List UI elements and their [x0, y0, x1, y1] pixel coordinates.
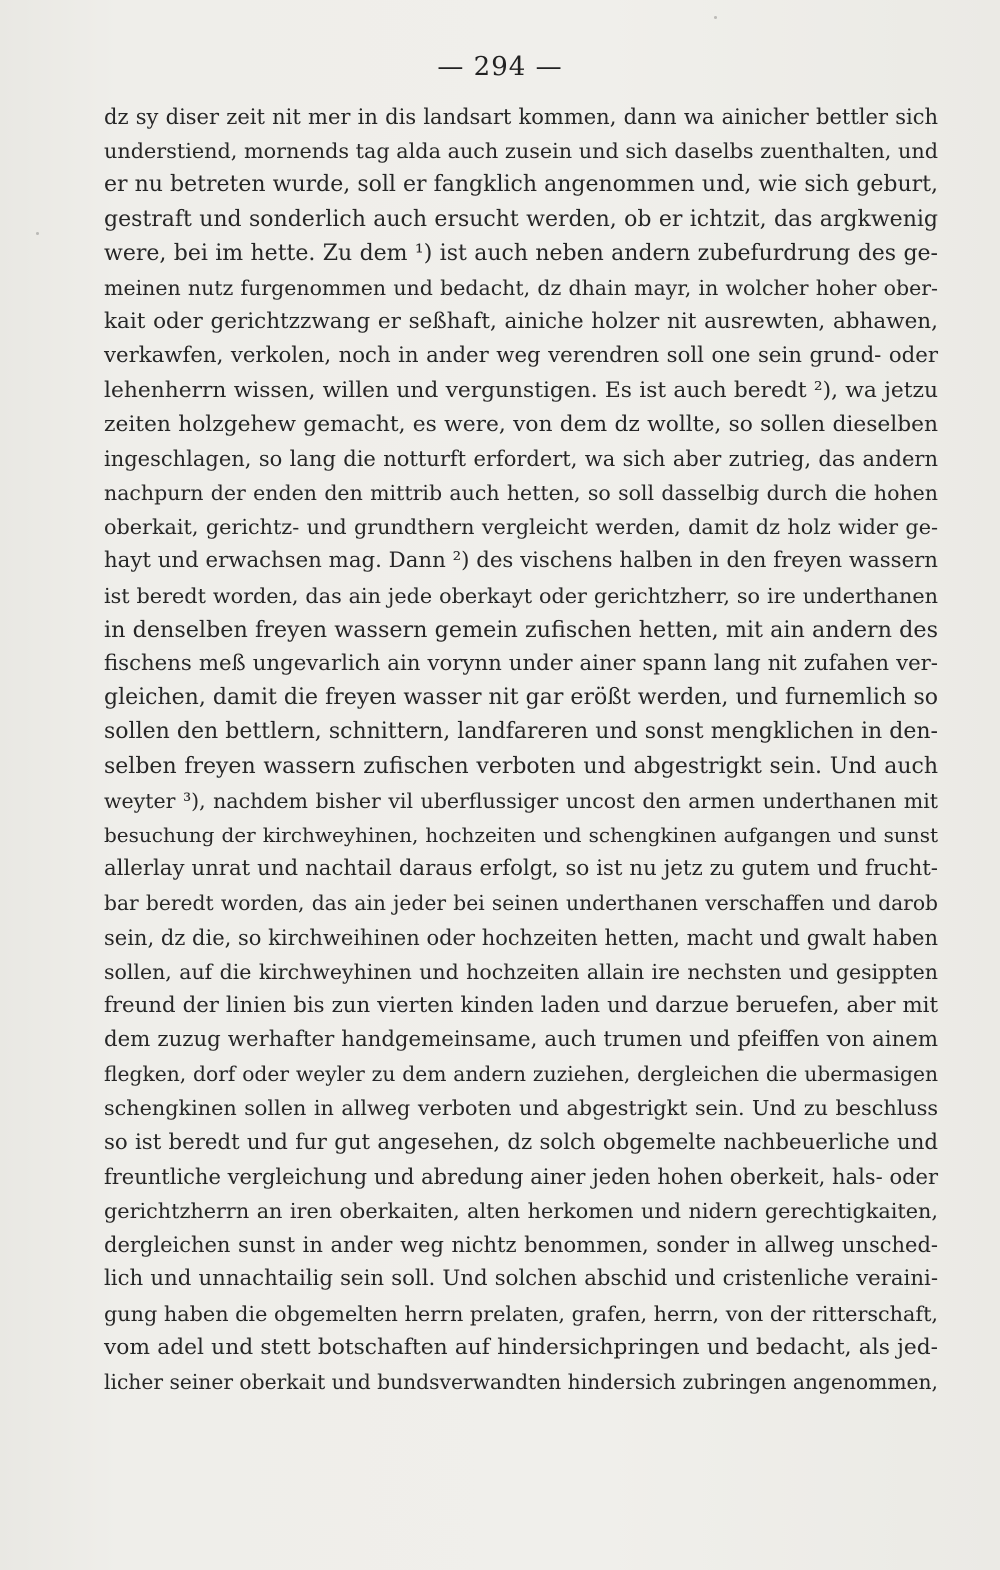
text-line: ingeschlagen, so lang die notturft erfordert, wa sich aber zutrieg, das andern	[104, 446, 938, 471]
text-line: fischens meß ungevarlich ain vorynn under ainer spann lang nit zufahen ver-	[104, 651, 938, 676]
text-line: vom adel und stett botschaften auf hindersichpringen und bedacht, als jed-	[104, 1334, 938, 1360]
text-line: verkawfen, verkolen, noch in ander weg verendren soll one sein grund- oder	[104, 343, 938, 369]
text-line: dem zuzug werhafter handgemeinsame, auch trumen und pfeiffen von ainem	[104, 1027, 938, 1053]
paper-speck	[36, 232, 39, 235]
text-line: licher seiner oberkait und bundsverwandten hindersich zubringen angenommen,	[104, 1369, 938, 1394]
text-line: meinen nutz furgenommen und bedacht, dz dhain mayr, in wolcher hoher ober-	[104, 275, 938, 300]
text-line: nachpurn der enden den mittrib auch hetten, so soll dasselbig durch die hohen	[104, 481, 938, 506]
body-text	[104, 100, 938, 1399]
text-line: understiend, mornends tag alda auch zusein und sich daselbs zuenthalten, und	[104, 139, 938, 164]
text-line: freuntliche vergleichung und abredung ainer jeden hohen oberkeit, hals- oder	[104, 1164, 938, 1189]
text-line: gleichen, damit die freyen wasser nit gar erößt werden, und furnemlich so	[104, 685, 938, 711]
paper-speck	[714, 16, 717, 19]
text-line: lehenherrn wissen, willen und vergunstigen. Es ist auch beredt ²), wa jetzu	[104, 377, 938, 403]
text-line: sollen, auf die kirchweyhinen und hochzeiten allain ire nechsten und gesippten	[104, 959, 938, 984]
text-line: in denselben freyen wassern gemein zufischen hetten, mit ain andern des	[104, 616, 938, 643]
text-line: weyter ³), nachdem bisher vil uberflussiger uncost den armen underthanen mit	[104, 788, 938, 813]
text-line: selben freyen wassern zufischen verboten und abgestrigkt sein. Und auch	[104, 753, 938, 779]
text-line: gerichtzherrn an iren oberkaiten, alten herkomen und nidern gerechtigkaiten,	[104, 1199, 938, 1223]
text-line: zeiten holzgehew gemacht, es were, von dem dz wollte, so sollen dieselben	[104, 411, 938, 437]
text-line: kait oder gerichtzzwang er seßhaft, ainiche holzer nit ausrewten, abhawen,	[104, 309, 938, 335]
text-line: schengkinen sollen in allweg verboten und abgestrigkt sein. Und zu beschluss	[104, 1096, 938, 1121]
text-line: allerlay unrat und nachtail daraus erfolgt, so ist nu jetz zu gutem und frucht-	[104, 856, 938, 882]
text-line: gestraft und sonderlich auch ersucht werden, ob er ichtzit, das argkwenig	[104, 206, 938, 232]
text-line: lich und unnachtailig sein soll. Und solchen abschid und cristenliche veraini-	[104, 1266, 938, 1292]
text-line: so ist beredt und fur gut angesehen, dz solch obgemelte nachbeuerliche und	[104, 1129, 938, 1155]
text-line: freund der linien bis zun vierten kinden laden und darzue beruefen, aber mit	[104, 992, 938, 1018]
text-line: besuchung der kirchweyhinen, hochzeiten und schengkinen aufgangen und sunst	[104, 822, 938, 847]
text-line: er nu betreten wurde, soll er fangklich angenommen und, wie sich geburt,	[104, 172, 938, 198]
text-line: flegken, dorf oder weyler zu dem andern zuziehen, dergleichen die ubermasigen	[104, 1062, 938, 1087]
page-number: — 294 —	[437, 52, 563, 82]
text-line: were, bei im hette. Zu dem ¹) ist auch neben andern zubefurdrung des ge-	[104, 240, 938, 266]
text-line: gung haben die obgemelten herrn prelaten, grafen, herrn, von der ritterschaft,	[104, 1301, 938, 1326]
text-line: sein, dz die, so kirchweihinen oder hochzeiten hetten, macht und gwalt haben	[104, 925, 938, 950]
text-line: ist beredt worden, das ain jede oberkayt oder gerichtzherr, so ire underthanen	[104, 583, 938, 608]
text-line: dergleichen sunst in ander weg nichtz benommen, sonder in allweg unsched-	[104, 1233, 938, 1258]
text-line: hayt und erwachsen mag. Dann ²) des vischens halben in den freyen wassern	[104, 548, 938, 574]
text-line: bar beredt worden, das ain jeder bei seinen underthanen verschaffen und darob	[104, 891, 938, 916]
text-line: oberkait, gerichtz- und grundthern vergleicht werden, damit dz holz wider ge-	[104, 515, 938, 540]
text-line: dz sy diser zeit nit mer in dis landsart kommen, dann wa ainicher bettler sich	[104, 105, 938, 129]
text-line: sollen den bettlern, schnittern, landfareren und sonst mengklichen in den-	[104, 719, 938, 745]
